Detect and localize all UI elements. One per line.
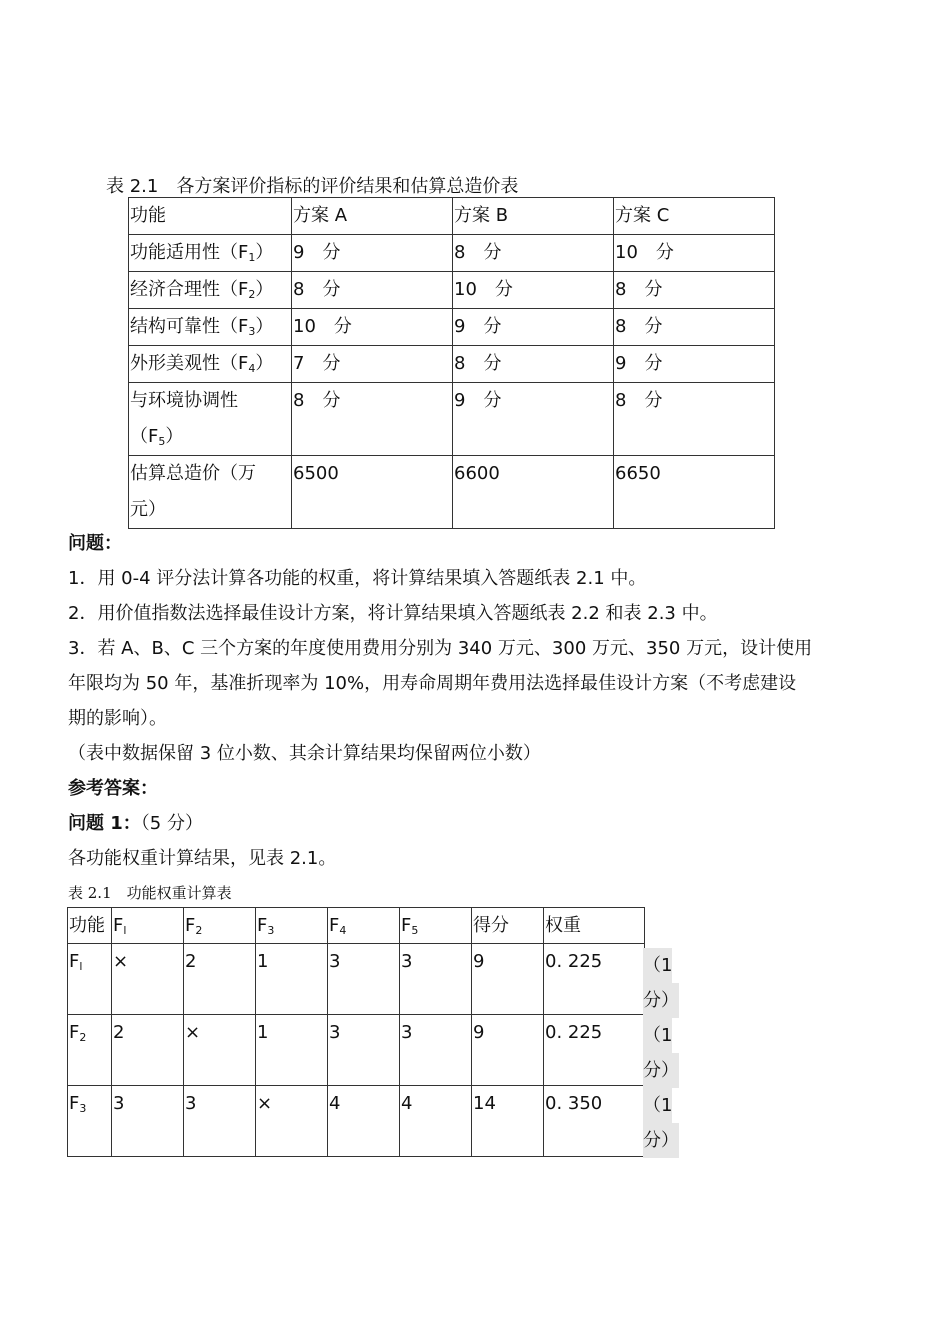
header-cell: $F_4$: [328, 908, 400, 944]
table-cell: 0. 350: [544, 1086, 645, 1157]
table-row: [68, 944, 645, 1015]
row-label: $F_3$: [68, 1086, 112, 1157]
table-row: [129, 383, 775, 456]
table-cell: ×: [112, 944, 184, 1015]
table-cell: 0. 225: [544, 944, 645, 1015]
answer-intro: 各功能权重计算结果，见表 2.1。: [68, 848, 337, 869]
header-cell: $F_2$: [184, 908, 256, 944]
weight-table: [67, 907, 645, 1157]
table-cell: 14: [472, 1086, 544, 1157]
table-cell: 2: [184, 944, 256, 1015]
table-cell: 6500: [292, 456, 453, 529]
table-cell: 8 分: [614, 383, 775, 456]
table-cell: 9 分: [292, 235, 453, 272]
header-cell: 方案 C: [614, 198, 775, 235]
row-score-note: （1 分）: [643, 948, 681, 1018]
table-row: [129, 456, 775, 529]
table-cell: 3: [328, 1015, 400, 1086]
table-row: [129, 235, 775, 272]
question-2: 2．用价值指数法选择最佳设计方案，将计算结果填入答题纸表 2.2 和表 2.3 中。: [68, 603, 718, 624]
row-label: $F_l$: [68, 944, 112, 1015]
table-row: [68, 1086, 645, 1157]
table-header-row: [68, 908, 645, 944]
answer-q1-heading: 问题 1：（5 分）: [68, 813, 203, 834]
table-cell: 9 分: [453, 383, 614, 456]
table2-caption: 表 2.1 功能权重计算表: [68, 884, 232, 902]
row-label: 估算总造价（万 元）: [129, 456, 292, 529]
row-score-note: （1 分）: [643, 1018, 681, 1088]
table1-caption: 表 2.1 各方案评价指标的评价结果和估算总造价表: [106, 176, 519, 197]
table-cell: 9 分: [453, 309, 614, 346]
question-3-line-2: 年限均为 50 年，基准折现率为 10%，用寿命周期年费用法选择最佳设计方案（不考虑建设: [68, 673, 797, 694]
row-score-note: （1 分）: [643, 1088, 681, 1158]
header-cell: 功能: [68, 908, 112, 944]
table-cell: ×: [256, 1086, 328, 1157]
header-cell: 权重: [544, 908, 645, 944]
table-row: [68, 1015, 645, 1086]
table-cell: 3: [112, 1086, 184, 1157]
table-cell: 8 分: [292, 383, 453, 456]
table-cell: 1: [256, 1015, 328, 1086]
table-cell: 6600: [453, 456, 614, 529]
table-cell: 3: [400, 944, 472, 1015]
evaluation-table: [128, 197, 775, 529]
header-cell: 方案 B: [453, 198, 614, 235]
table-cell: 0. 225: [544, 1015, 645, 1086]
question-3-line-3: 期的影响）。: [68, 708, 167, 729]
table-cell: 9: [472, 944, 544, 1015]
row-label: 功能适用性$(F_1)$: [129, 235, 292, 272]
header-cell: 功能: [129, 198, 292, 235]
table-header-row: [129, 198, 775, 235]
table-cell: 3: [184, 1086, 256, 1157]
table-cell: 10 分: [292, 309, 453, 346]
row-label: 外形美观性$(F_4)$: [129, 346, 292, 383]
table-cell: 10 分: [453, 272, 614, 309]
table-cell: 10 分: [614, 235, 775, 272]
table-row: [129, 346, 775, 383]
table-cell: 8 分: [614, 272, 775, 309]
table-cell: 7 分: [292, 346, 453, 383]
table-cell: 8 分: [614, 309, 775, 346]
table-cell: 4: [328, 1086, 400, 1157]
row-label: $F_2$: [68, 1015, 112, 1086]
table-cell: 8 分: [453, 235, 614, 272]
table-cell: ×: [184, 1015, 256, 1086]
answer-heading: 参考答案：: [68, 778, 158, 799]
row-label: 与环境协调性 $(F_5)$: [129, 383, 292, 456]
table-cell: 2: [112, 1015, 184, 1086]
rounding-note: （表中数据保留 3 位小数、其余计算结果均保留两位小数）: [68, 743, 541, 764]
table-cell: 1: [256, 944, 328, 1015]
table-cell: 3: [400, 1015, 472, 1086]
header-cell: 得分: [472, 908, 544, 944]
header-cell: $F_3$: [256, 908, 328, 944]
table-cell: 9: [472, 1015, 544, 1086]
table-cell: 8 分: [292, 272, 453, 309]
row-label: 结构可靠性$(F_3)$: [129, 309, 292, 346]
table-cell: 3: [328, 944, 400, 1015]
table-cell: 9 分: [614, 346, 775, 383]
question-1: 1．用 0-4 评分法计算各功能的权重，将计算结果填入答题纸表 2.1 中。: [68, 568, 647, 589]
table-cell: 6650: [614, 456, 775, 529]
table-cell: 4: [400, 1086, 472, 1157]
header-cell: $F_l$: [112, 908, 184, 944]
question-3-line-1: 3．若 A、B、C 三个方案的年度使用费用分别为 340 万元、300 万元、350 万元，设计使用: [68, 638, 813, 659]
row-label: 经济合理性$(F_2)$: [129, 272, 292, 309]
table-cell: 8 分: [453, 346, 614, 383]
header-cell: 方案 A: [292, 198, 453, 235]
questions-heading: 问题：: [68, 533, 122, 554]
header-cell: $F_5$: [400, 908, 472, 944]
table-row: [129, 272, 775, 309]
table-row: [129, 309, 775, 346]
